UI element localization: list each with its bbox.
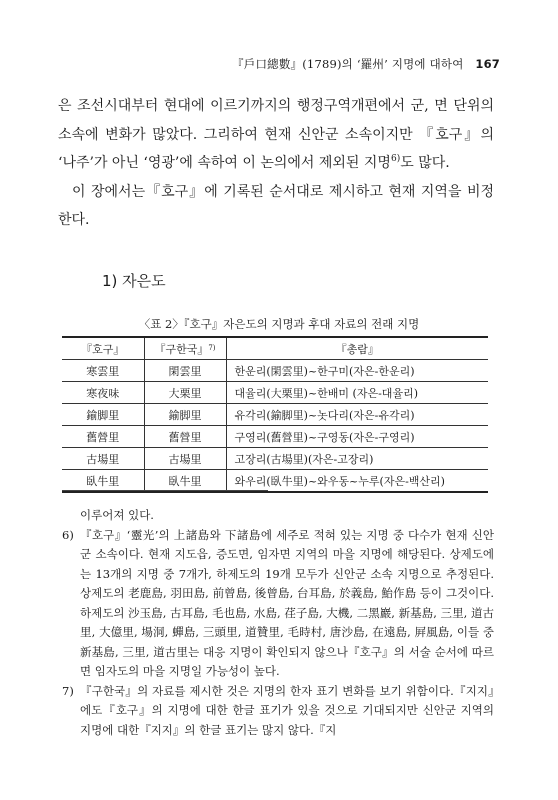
- table-row: [62, 360, 488, 382]
- cell-hogu: 古場里: [62, 448, 144, 470]
- cell-chongram: 구영리(舊營里)~구영동(자은-구영리): [226, 426, 488, 448]
- header-guhanguk: [144, 337, 226, 360]
- table-header-row: [62, 337, 488, 360]
- header-chongram: 『총람』: [226, 337, 488, 360]
- table-row: [62, 382, 488, 404]
- table-row: [62, 426, 488, 448]
- running-header: [232, 56, 500, 72]
- footnote-ref-6[interactable]: 6): [390, 154, 401, 164]
- cell-hogu: 寒夜味: [62, 382, 144, 404]
- cell-guhanguk: 臥牛里: [144, 470, 226, 493]
- cell-guhanguk: 鍮脚里: [144, 404, 226, 426]
- footnote-6-number: 6): [62, 527, 74, 542]
- footnote-6: [62, 526, 494, 682]
- paragraph-1-end: 도 많다.: [400, 155, 450, 171]
- body-text: [58, 92, 494, 235]
- footnotes: [62, 506, 494, 740]
- section-heading: 1) 자은도: [102, 272, 166, 290]
- table-caption: 〈표 2〉『호구』자은도의 지명과 후대 자료의 전래 지명: [138, 317, 420, 331]
- paragraph-1: [58, 92, 494, 178]
- cell-hogu: 臥牛里: [62, 470, 144, 493]
- cell-chongram: 한운리(閑雲里)~한구미(자은-한운리): [226, 360, 488, 382]
- page-number: 167: [475, 57, 500, 71]
- cell-guhanguk: 古場里: [144, 448, 226, 470]
- header-hogu: 『호구』: [62, 337, 144, 360]
- cell-guhanguk: 大栗里: [144, 382, 226, 404]
- paragraph-2: 이 장에서는『호구』에 기록된 순서대로 제시하고 현재 지역을 비정한다.: [58, 183, 494, 228]
- footnote-7: [62, 682, 494, 741]
- cell-guhanguk: 閑雲里: [144, 360, 226, 382]
- cell-hogu: 舊營里: [62, 426, 144, 448]
- cell-chongram: 와우리(臥牛里)~와우동~누루(자은-백산리): [226, 470, 488, 493]
- cell-chongram: 고장리(古場里)(자은-고장리): [226, 448, 488, 470]
- cell-guhanguk: 舊營里: [144, 426, 226, 448]
- header-guhanguk-label: 『구한국』: [154, 342, 209, 356]
- footnote-ref-7[interactable]: 7): [208, 343, 216, 352]
- table-row: [62, 470, 488, 493]
- place-name-table: [62, 336, 488, 493]
- cell-chongram: 유각리(鍮脚里)~놋다리(자은-유각리): [226, 404, 488, 426]
- table-row: [62, 448, 488, 470]
- cell-chongram: 대율리(大栗里)~한배미 (자은-대율리): [226, 382, 488, 404]
- running-title: 『戶口總數』(1789)의 ‘羅州’ 지명에 대하여: [232, 57, 464, 71]
- footnote-7-number: 7): [62, 683, 74, 698]
- cell-hogu: 鍮脚里: [62, 404, 144, 426]
- footnote-6-text: 『호구』‘靈光’의 上諸島와 下諸島에 세주로 적혀 있는 지명 중 다수가 현재 신안군 소속이다. 현재 지도읍, 증도면, 임자면 지역의 마을 지명에 해당된다. 상제도에는 13개의 지명 중 7개가, 하제도의 19개 모두가 신안군 소속 지명으로 추정된다. 상제도의 老鹿島, 羽田島, 前曾島, 後曾島, 台耳島, 於義島, 鮐作島 등이 그것이다. 하제도의 沙玉島, 古耳島, 毛也島, 水島, 荏子島, 大機, 二黑巖, 新基島, 三里, 道古里, 大億里, 場洞, 蟬島, 三頭里, 道贊里, 毛時村, 唐沙島, 在遠島, 屛風島, 이들 중 新基島, 三里, 道古里는 대응 지명이 확인되지 않으나『호구』의 서술 순서에 따르면 임자도의 마을 지명일 가능성이 높다.: [80, 527, 494, 678]
- paragraph-1-text: 은 조선시대부터 현대에 이르기까지의 행정구역개편에서 군, 면 단위의 소속에 변화가 많았다. 그리하여 현재 신안군 소속이지만 『호구』의 ‘나주’가 아닌 ‘영광’에 속하여 이 논의에서 제외된 지명: [58, 98, 494, 171]
- cell-hogu: 寒雲里: [62, 360, 144, 382]
- footnote-continued: 이루어져 있다.: [80, 508, 154, 522]
- table-row: [62, 404, 488, 426]
- footnote-7-text: 『구한국』의 자료를 제시한 것은 지명의 한자 표기 변화를 보기 위함이다.『지지』에도『호구』의 지명에 대한 한글 표기가 있을 것으로 기대되지만 신안군 지역의 지명에 대한『지지』의 한글 표기는 많지 않다.『지: [80, 683, 494, 737]
- footnote-divider: [62, 490, 268, 491]
